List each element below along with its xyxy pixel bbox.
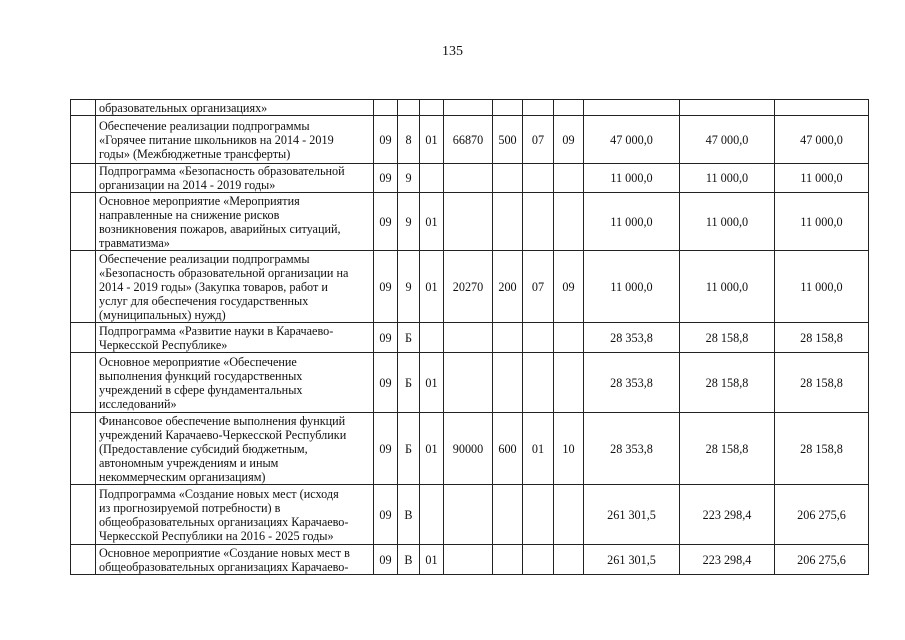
row-name-line: (Предоставление субсидий бюджетным, xyxy=(99,441,308,456)
code-direction xyxy=(444,164,493,193)
row-name-line: Подпрограмма «Безопасность образовательной xyxy=(99,164,345,178)
code-expense-type xyxy=(493,323,523,353)
amount-year-1: 28 353,8 xyxy=(584,323,680,353)
amount-year-2: 28 158,8 xyxy=(680,413,775,485)
amount-year-3: 47 000,0 xyxy=(775,116,869,164)
amount-year-1: 11 000,0 xyxy=(584,164,680,193)
code-direction: 66870 xyxy=(444,116,493,164)
table-row xyxy=(71,413,869,485)
code-subsection xyxy=(554,193,584,251)
code-program: 9 xyxy=(398,164,420,193)
code-expense-type xyxy=(493,100,523,116)
code-section: 07 xyxy=(523,116,554,164)
amount-year-1: 28 353,8 xyxy=(584,413,680,485)
code-program: 9 xyxy=(398,193,420,251)
row-name-cell xyxy=(96,545,374,575)
row-name-line: возникновения пожаров, аварийных ситуаций, xyxy=(99,221,341,236)
code-direction xyxy=(444,485,493,545)
code-direction: 20270 xyxy=(444,251,493,323)
code-section: 01 xyxy=(523,413,554,485)
table-row xyxy=(71,323,869,353)
row-name-line: Обеспечение реализации подпрограммы xyxy=(99,251,310,266)
table-row xyxy=(71,545,869,575)
row-name-line: образовательных организациях» xyxy=(99,100,268,115)
code-direction xyxy=(444,323,493,353)
code-section xyxy=(523,193,554,251)
row-name-cell xyxy=(96,413,374,485)
code-section xyxy=(523,100,554,116)
code-section: 07 xyxy=(523,251,554,323)
code-direction xyxy=(444,193,493,251)
code-section xyxy=(523,545,554,575)
code-expense-type: 600 xyxy=(493,413,523,485)
amount-year-2: 223 298,4 xyxy=(680,485,775,545)
amount-year-1 xyxy=(584,100,680,116)
blank-cell xyxy=(71,251,96,323)
table-row xyxy=(71,164,869,193)
code-subsection: 10 xyxy=(554,413,584,485)
code-program: В xyxy=(398,545,420,575)
amount-year-1: 11 000,0 xyxy=(584,251,680,323)
code-direction xyxy=(444,353,493,413)
row-name-line: выполнения функций государственных xyxy=(99,368,303,383)
code-subsection xyxy=(554,164,584,193)
amount-year-3: 11 000,0 xyxy=(775,164,869,193)
row-name-cell xyxy=(96,164,374,193)
blank-cell xyxy=(71,413,96,485)
code-subsection xyxy=(554,485,584,545)
amount-year-1: 11 000,0 xyxy=(584,193,680,251)
amount-year-3: 206 275,6 xyxy=(775,485,869,545)
code-expense-type: 200 xyxy=(493,251,523,323)
amount-year-3: 11 000,0 xyxy=(775,251,869,323)
code-grbs: 09 xyxy=(374,485,398,545)
row-name-line: исследований» xyxy=(99,396,177,411)
code-subsection xyxy=(554,323,584,353)
code-subsection xyxy=(554,353,584,413)
blank-cell xyxy=(71,193,96,251)
code-direction xyxy=(444,100,493,116)
row-name-line: услуг для обеспечения государственных xyxy=(99,293,309,308)
table-body xyxy=(71,100,869,575)
code-expense-type xyxy=(493,485,523,545)
row-name-line: Финансовое обеспечение выполнения функций xyxy=(99,413,346,428)
row-name-line: автономным учреждениям и иным xyxy=(99,455,279,470)
amount-year-1: 261 301,5 xyxy=(584,485,680,545)
code-expense-type xyxy=(493,353,523,413)
code-subprogram xyxy=(420,485,444,545)
code-subprogram: 01 xyxy=(420,116,444,164)
amount-year-2: 47 000,0 xyxy=(680,116,775,164)
table-row xyxy=(71,100,869,116)
row-name-cell xyxy=(96,116,374,164)
code-grbs xyxy=(374,100,398,116)
code-section xyxy=(523,323,554,353)
budget-table xyxy=(70,99,869,575)
amount-year-3: 28 158,8 xyxy=(775,353,869,413)
amount-year-3: 28 158,8 xyxy=(775,323,869,353)
code-direction: 90000 xyxy=(444,413,493,485)
code-subprogram xyxy=(420,164,444,193)
amount-year-3: 206 275,6 xyxy=(775,545,869,575)
code-subprogram: 01 xyxy=(420,353,444,413)
row-name-line: из прогнозируемой потребности) в xyxy=(99,500,281,515)
code-grbs: 09 xyxy=(374,413,398,485)
amount-year-1: 261 301,5 xyxy=(584,545,680,575)
code-section xyxy=(523,164,554,193)
row-name-line: травматизма» xyxy=(99,235,170,250)
blank-cell xyxy=(71,323,96,353)
amount-year-2 xyxy=(680,100,775,116)
amount-year-3: 11 000,0 xyxy=(775,193,869,251)
row-name-cell xyxy=(96,323,374,353)
row-name-line: Основное мероприятие «Создание новых мест в xyxy=(99,545,350,560)
amount-year-1: 47 000,0 xyxy=(584,116,680,164)
row-name-cell xyxy=(96,353,374,413)
row-name-cell xyxy=(96,251,374,323)
amount-year-3: 28 158,8 xyxy=(775,413,869,485)
table-row xyxy=(71,353,869,413)
code-subsection: 09 xyxy=(554,251,584,323)
code-subprogram: 01 xyxy=(420,251,444,323)
blank-cell xyxy=(71,164,96,193)
row-name-line: Черкесской Республики на 2016 - 2025 годы» xyxy=(99,528,334,543)
amount-year-2: 28 158,8 xyxy=(680,323,775,353)
table-row xyxy=(71,251,869,323)
code-grbs: 09 xyxy=(374,251,398,323)
code-program xyxy=(398,100,420,116)
code-program: Б xyxy=(398,413,420,485)
row-name-line: общеобразовательных организациях Карачаево- xyxy=(99,514,349,529)
row-name-line: годы» (Межбюджетные трансферты) xyxy=(99,146,291,161)
row-name-line: (муниципальных) нужд) xyxy=(99,307,226,322)
code-expense-type: 500 xyxy=(493,116,523,164)
row-name-line: учреждений Карачаево-Черкесской Республики xyxy=(99,427,347,442)
code-grbs: 09 xyxy=(374,353,398,413)
code-program: Б xyxy=(398,323,420,353)
code-subsection xyxy=(554,100,584,116)
row-name-line: «Горячее питание школьников на 2014 - 2019 xyxy=(99,132,334,147)
blank-cell xyxy=(71,353,96,413)
code-grbs: 09 xyxy=(374,164,398,193)
row-name-cell xyxy=(96,193,374,251)
amount-year-2: 223 298,4 xyxy=(680,545,775,575)
blank-cell xyxy=(71,545,96,575)
amount-year-1: 28 353,8 xyxy=(584,353,680,413)
code-section xyxy=(523,353,554,413)
code-section xyxy=(523,485,554,545)
amount-year-2: 28 158,8 xyxy=(680,353,775,413)
row-name-line: Основное мероприятие «Мероприятия xyxy=(99,193,300,208)
row-name-cell xyxy=(96,100,374,116)
blank-cell xyxy=(71,100,96,116)
amount-year-3 xyxy=(775,100,869,116)
amount-year-2: 11 000,0 xyxy=(680,164,775,193)
amount-year-2: 11 000,0 xyxy=(680,193,775,251)
row-name-line: общеобразовательных организациях Карачаево- xyxy=(99,559,349,574)
code-expense-type xyxy=(493,193,523,251)
row-name-cell xyxy=(96,485,374,545)
row-name-line: «Безопасность образовательной организации на xyxy=(99,265,349,280)
code-subsection xyxy=(554,545,584,575)
row-name-line: Подпрограмма «Создание новых мест (исходя xyxy=(99,486,339,501)
row-name-line: Черкесской Республике» xyxy=(99,337,228,352)
blank-cell xyxy=(71,116,96,164)
code-expense-type xyxy=(493,545,523,575)
row-name-line: учреждений в сфере фундаментальных xyxy=(99,382,303,397)
row-name-line: Подпрограмма «Развитие науки в Карачаево- xyxy=(99,323,334,338)
table-row xyxy=(71,193,869,251)
code-subprogram: 01 xyxy=(420,193,444,251)
row-name-line: некоммерческим организациям) xyxy=(99,469,266,484)
code-subprogram xyxy=(420,323,444,353)
code-subprogram: 01 xyxy=(420,545,444,575)
row-name-line: Основное мероприятие «Обеспечение xyxy=(99,354,297,369)
code-grbs: 09 xyxy=(374,323,398,353)
code-program: В xyxy=(398,485,420,545)
table-row xyxy=(71,116,869,164)
code-subsection: 09 xyxy=(554,116,584,164)
code-grbs: 09 xyxy=(374,193,398,251)
code-program: Б xyxy=(398,353,420,413)
code-subprogram xyxy=(420,100,444,116)
row-name-line: направленные на снижение рисков xyxy=(99,207,280,222)
row-name-line: Обеспечение реализации подпрограммы xyxy=(99,118,310,133)
page-number: 135 xyxy=(442,44,463,59)
code-program: 9 xyxy=(398,251,420,323)
code-grbs: 09 xyxy=(374,116,398,164)
row-name-line: 2014 - 2019 годы» (Закупка товаров, работ и xyxy=(99,279,328,294)
amount-year-2: 11 000,0 xyxy=(680,251,775,323)
code-program: 8 xyxy=(398,116,420,164)
code-direction xyxy=(444,545,493,575)
row-name-line: организации на 2014 - 2019 годы» xyxy=(99,178,276,192)
code-expense-type xyxy=(493,164,523,193)
blank-cell xyxy=(71,485,96,545)
code-subprogram: 01 xyxy=(420,413,444,485)
code-grbs: 09 xyxy=(374,545,398,575)
table-row xyxy=(71,485,869,545)
